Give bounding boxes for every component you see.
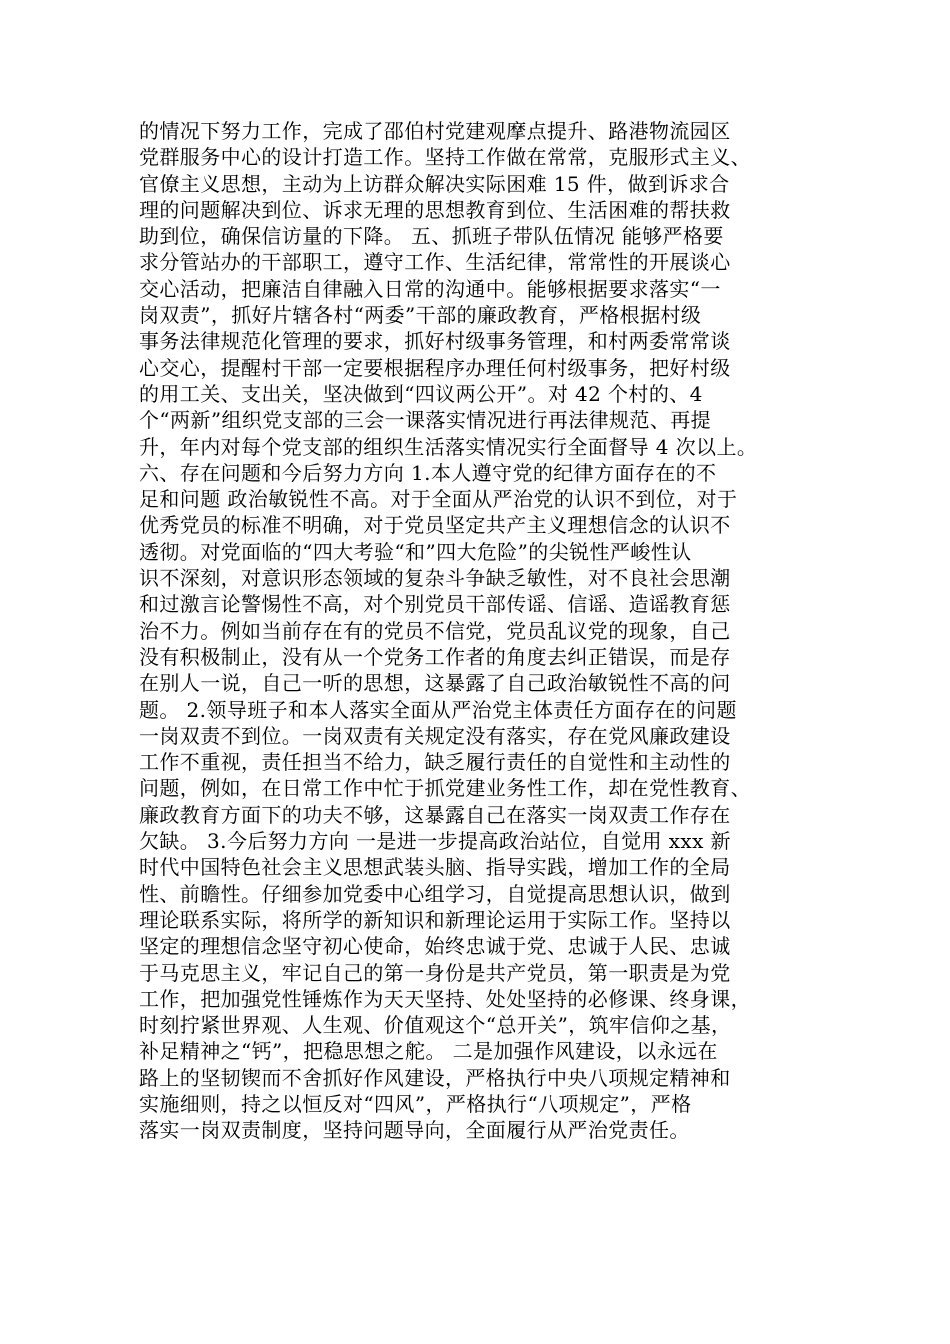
text-line: 和过激言论警惕性不高，对个别党员干部传谣、信谣、造谣教育惩 (139, 592, 731, 617)
text-line: 欠缺。 3.今后努力方向 一是进一步提高政治站位，自觉用 xxx 新 (139, 829, 731, 854)
text-line: 坚定的理想信念坚守初心使命，始终忠诚于党、忠诚于人民、忠诚 (139, 934, 731, 959)
text-line: 升，年内对每个党支部的组织生活落实情况实行全面督导 4 次以上。 (139, 434, 758, 459)
text-line: 党群服务中心的设计打造工作。坚持工作做在常常，克服形式主义、 (139, 145, 751, 170)
text-line: 透彻。对党面临的“四大考验“和”四大危险”的尖锐性严峻性认 (139, 539, 692, 564)
text-line: 工作，把加强党性锤炼作为天天坚持、处处坚持的必修课、终身课， (139, 986, 751, 1011)
text-line: 没有积极制止，没有从一个党务工作者的角度去纠正错误，而是存 (139, 644, 731, 669)
text-line: 实施细则，持之以恒反对“四风”，严格执行“八项规定”，严格 (139, 1091, 692, 1116)
text-line: 时代中国特色社会主义思想武装头脑、指导实践，增加工作的全局 (139, 855, 731, 880)
text-line: 官僚主义思想，主动为上访群众解决实际困难 15 件，做到诉求合 (139, 171, 730, 196)
text-line: 足和问题 政治敏锐性不高。对于全面从严治党的认识不到位，对于 (139, 487, 738, 512)
text-line: 在别人一说，自己一听的思想，这暴露了自己政治敏锐性不高的问 (139, 671, 731, 696)
text-line: 廉政教育方面下的功夫不够，这暴露自己在落实一岗双责工作存在 (139, 802, 731, 827)
text-line: 识不深刻，对意识形态领域的复杂斗争缺乏敏性，对不良社会思潮 (139, 566, 731, 591)
text-line: 问题，例如，在日常工作中忙于抓党建业务性工作，却在党性教育、 (139, 776, 751, 801)
text-line: 时刻拧紧世界观、人生观、价值观这个“总开关”，筑牢信仰之基， (139, 1013, 732, 1038)
text-line: 的情况下努力工作，完成了邵伯村党建观摩点提升、路港物流园区 (139, 119, 731, 143)
text-line: 求分管站办的干部职工，遵守工作、生活纪律，常常性的开展谈心 (139, 250, 731, 275)
text-line: 心交心，提醒村干部一定要根据程序办理任何村级事务，把好村级 (139, 355, 731, 380)
text-line: 性、前瞻性。仔细参加党委中心组学习，自觉提高思想认识，做到 (139, 881, 731, 906)
text-line: 题。 2.领导班子和本人落实全面从严治党主体责任方面存在的问题 (139, 697, 737, 722)
text-line: 工作不重视，责任担当不给力，缺乏履行责任的自觉性和主动性的 (139, 750, 731, 775)
body-text (139, 118, 819, 1144)
text-line: 助到位，确保信访量的下降。 五、抓班子带队伍情况 能够严格要 (139, 224, 724, 249)
text-line: 路上的坚韧锲而不舍抓好作风建设，严格执行中央八项规定精神和 (139, 1065, 731, 1090)
text-line: 交心活动，把廉洁自律融入日常的沟通中。能够根据要求落实“一 (139, 276, 721, 301)
text-line: 六、存在问题和今后努力方向 1.本人遵守党的纪律方面存在的不 (139, 460, 717, 485)
text-line: 补足精神之“钙”，把稳思想之舵。 二是加强作风建设，以永远在 (139, 1039, 718, 1064)
text-line: 岗双责”，抓好片辖各村“两委”干部的廉政教育，严格根据村级 (139, 303, 702, 328)
text-line: 理论联系实际，将所学的新知识和新理论运用于实际工作。坚持以 (139, 907, 731, 932)
text-line: 于马克思主义，牢记自己的第一身份是共产党员，第一职责是为党 (139, 960, 731, 985)
text-line: 事务法律规范化管理的要求，抓好村级事务管理，和村两委常常谈 (139, 329, 731, 354)
text-line: 治不力。例如当前存在有的党员不信党，党员乱议党的现象，自己 (139, 618, 731, 643)
text-line: 理的问题解决到位、诉求无理的思想教育到位、生活困难的帮扶救 (139, 197, 731, 222)
text-line: 的用工关、支出关，坚决做到“四议两公开”。对 42 个村的、4 (139, 381, 703, 406)
text-line: 个“两新”组织党支部的三会一课落实情况进行再法律规范、再提 (139, 408, 712, 433)
text-line: 优秀党员的标准不明确，对于党员坚定共产主义理想信念的认识不 (139, 513, 731, 538)
text-line: 落实一岗双责制度，坚持问题导向，全面履行从严治党责任。 (139, 1118, 690, 1143)
text-line: 一岗双责不到位。一岗双责有关规定没有落实，存在党风廉政建设 (139, 723, 731, 748)
